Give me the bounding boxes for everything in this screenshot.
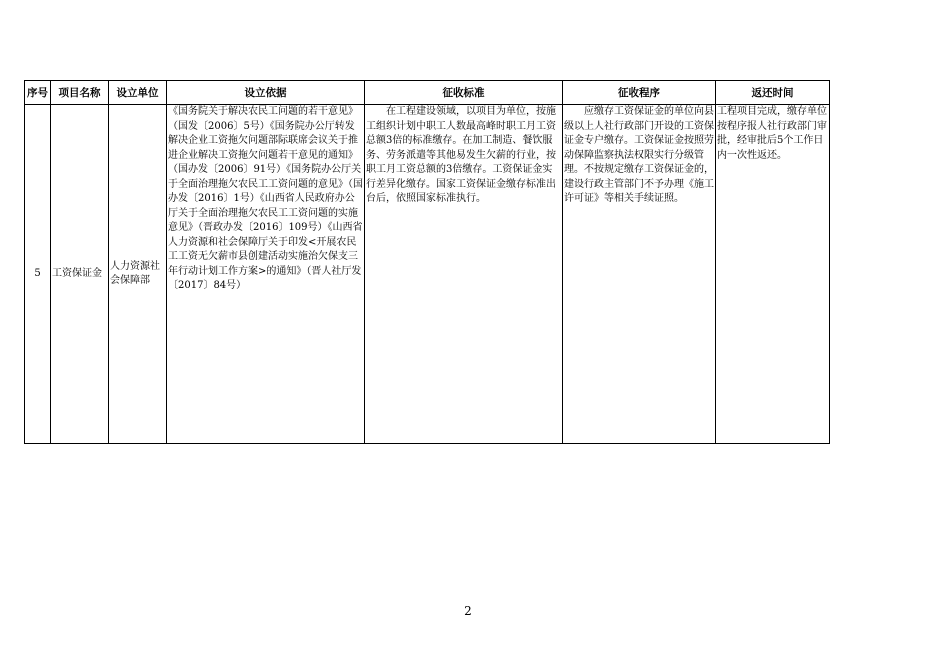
cell-no: 5 <box>25 105 51 444</box>
cell-standard <box>365 105 563 444</box>
cell-standard-text: 在工程建设领域，以项目为单位，按施工组织计划中职工人数最高峰时职工月工资总额3倍的标准缴存。在加工制造、餐饮服务、劳务派遣等其他易发生欠薪的行业，按职工月工资总额的3倍缴存。工资保证金实行差异化缴存。国家工资保证金缴存标准出台后，依照国家标准执行。 <box>366 106 556 204</box>
header-procedure: 征收程序 <box>563 81 716 105</box>
fee-table <box>24 80 830 444</box>
table-row <box>25 105 830 444</box>
header-unit: 设立单位 <box>109 81 167 105</box>
cell-basis <box>167 105 365 444</box>
header-name: 项目名称 <box>51 81 109 105</box>
cell-unit: 人力资源社会保障部 <box>109 105 167 444</box>
cell-basis-text: 《国务院关于解决农民工问题的若干意见》（国发〔2006〕5号）《国务院办公厅转发解决企业工资拖欠问题部际联席会议关于推进企业解决工资拖欠问题若干意见的通知》（国办发〔2006〕91号）《国务院办公厅关于全面治理拖欠农民工工资问题的意见》（国办发〔2016〕1号）《山西省人民政府办公厅关于全面治理拖欠农民工工资问题的实施意见》（晋政办发〔2016〕109号）《山西省人力资源和社会保障厅关于印发<开展农民工工资无欠薪市县创建活动实施治欠保支三年行动计划工作方案>的通知》（晋人社厅发〔2017〕84号） <box>168 106 363 291</box>
cell-procedure <box>563 105 716 444</box>
cell-return-time <box>716 105 830 444</box>
header-basis: 设立依据 <box>167 81 365 105</box>
cell-return-time-text: 工程项目完成，缴存单位按程序报人社行政部门审批，经审批后5个工作日内一次性返还。 <box>717 106 827 161</box>
header-no: 序号 <box>25 81 51 105</box>
page-number: 2 <box>464 604 472 618</box>
header-standard: 征收标准 <box>365 81 563 105</box>
header-row <box>25 81 830 105</box>
cell-name: 工资保证金 <box>51 105 109 444</box>
header-return-time: 返还时间 <box>716 81 830 105</box>
cell-procedure-text: 应缴存工资保证金的单位向县级以上人社行政部门开设的工资保证金专户缴存。工资保证金按照劳动保障监察执法权限实行分级管理。不按规定缴存工资保证金的，建设行政主管部门不予办理《施工许可证》等相关手续证照。 <box>564 106 714 204</box>
